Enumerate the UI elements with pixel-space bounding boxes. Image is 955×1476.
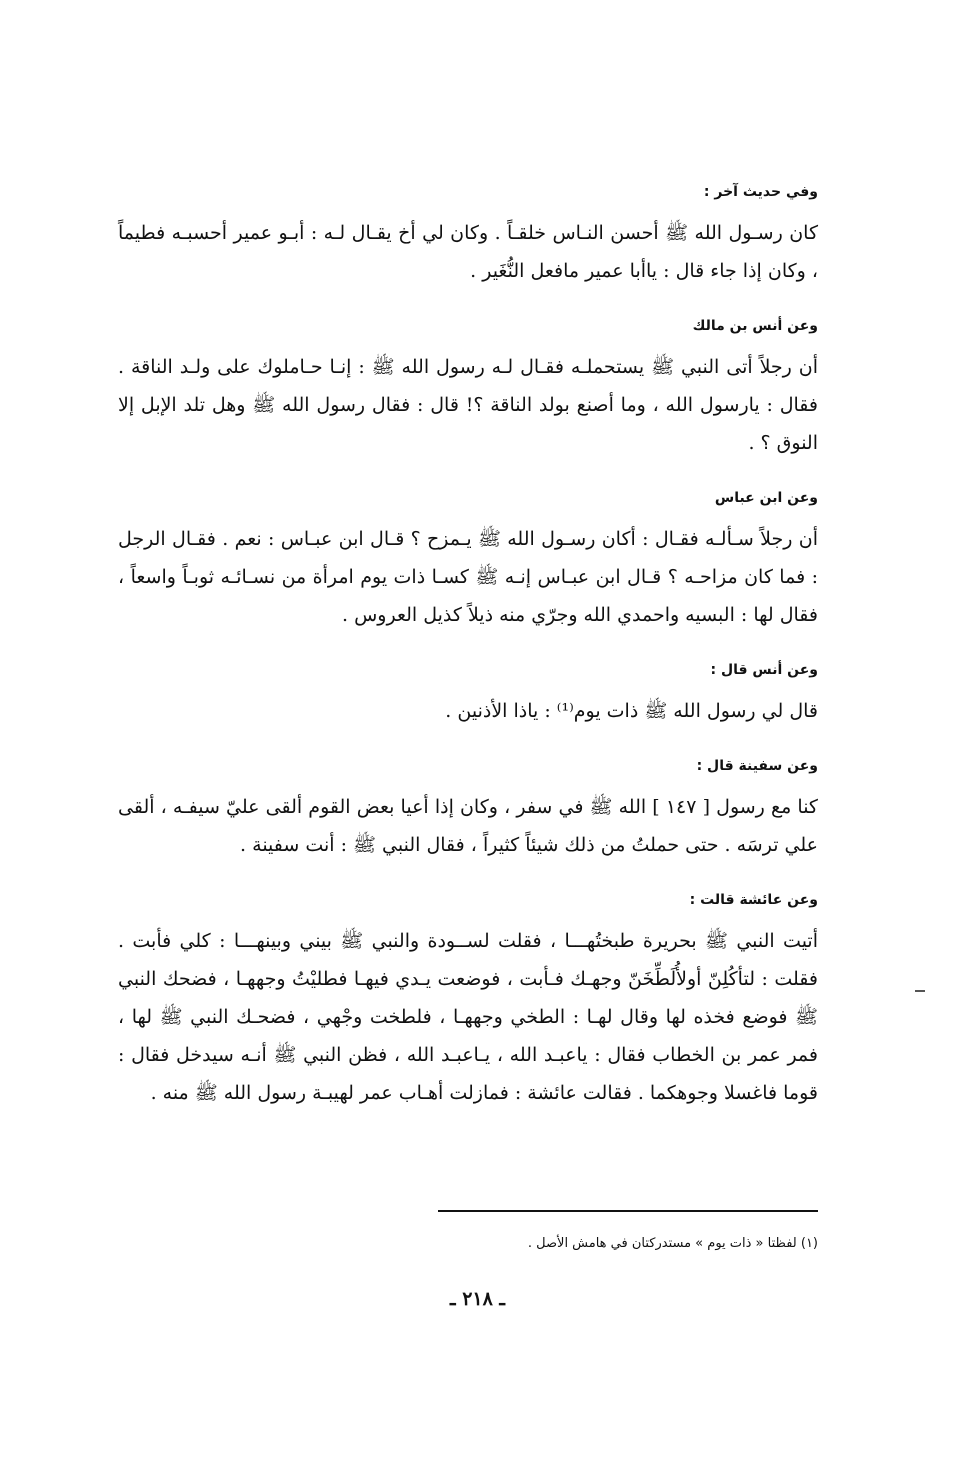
section-text: قال لي رسول الله ﷺ ذات يوم⁽¹⁾ : ياذا الأذنين . bbox=[445, 700, 818, 722]
page-body bbox=[118, 180, 818, 1136]
section-heading: وعن أنس قال : bbox=[710, 662, 818, 678]
section-hadith-other bbox=[118, 180, 818, 290]
margin-mark bbox=[915, 990, 925, 992]
section-heading: وعن أنس بن مالك bbox=[692, 318, 818, 334]
section-text: أن رجلاً سـألـه فقـال : أكان رسـول الله ﷺ يـمزح ؟ قـال ابن عبـاس : نعم . فقـال الرجل : فما كان مزاحـه ؟ قـال ابن عبـاس إنـه ﷺ كسـا ذات يوم امرأة من نسـائـه ثوبـاً واسعاً ، فقال لها : البسيه واحمدي الله وجرّي منه ذيلاً كذيل العروس . bbox=[118, 528, 818, 626]
section-text: أتيت النبي ﷺ بحريرة طبختُهـــا ، فقلت لســودة والنبي ﷺ بيني وبينهـــا : كلي فأبت . فقلت : لتأكُلِنّ أولأُلَطِّخَنّ وجهـك فـأبت ، فوضعت يـدي فيهـا فطليْتُ وجههـا ، فضحك النبي ﷺ فوضع فخذه لها وقال لهـا : الطخي وجههـا ، فلطخت وجْهي ، فضحـك النبي ﷺ لها ، فمر عمر بن الخطاب فقال : ياعبـد الله ، يـاعبـد الله ، فظن النبي ﷺ أنـه سيدخل فقال : قوما فاغسلا وجوهكما . فقالت عائشة : فمازلت أهـاب عمر لهيبـة رسول الله ﷺ منه . bbox=[118, 930, 818, 1104]
section-safina bbox=[118, 754, 818, 864]
page-number: ـ ٢١٨ ـ bbox=[450, 1288, 505, 1310]
section-anas-bin-malik bbox=[118, 314, 818, 462]
section-text: أن رجلاً أتى النبي ﷺ يستحملـه فقـال لـه رسول الله ﷺ : إنـا حـاملوك على ولـد الناقة . فقال : يارسول الله ، وما أصنع بولد الناقة ؟! قال : فقال رسول الله ﷺ وهل تلد الإبل إلا النوق ؟ . bbox=[118, 356, 818, 454]
section-heading: وعن عائشة قالت : bbox=[689, 892, 818, 908]
section-aisha bbox=[118, 888, 818, 1112]
section-text: كان رسـول الله ﷺ أحسن النـاس خلقـاً . وكان لي أخ يقـال لـه : أبـو عمير أحسبـه فطيماً ، وكان إذا جاء قال : ياأبا عمير مافعل النُّغَير . bbox=[118, 222, 818, 282]
section-heading: وعن ابن عباس bbox=[714, 490, 818, 506]
section-heading: وعن سفينة قال : bbox=[696, 758, 818, 774]
section-ibn-abbas bbox=[118, 486, 818, 634]
footnote: (١) لفظتا « ذات يوم » مستدركتان في هامش الأصل . bbox=[527, 1236, 818, 1251]
section-anas-said bbox=[118, 658, 818, 730]
section-text: كنا مع رسول [ ١٤٧ ] الله ﷺ في سفر ، وكان إذا أعيا بعض القوم ألقى عليّ سيفـه ، ألقى علي ترسَه . حتى حملتُ من ذلك شيئاً كثيراً ، فقال النبي ﷺ : أنت سفينة . bbox=[118, 796, 818, 856]
footnote-divider bbox=[438, 1210, 818, 1212]
section-heading: وفي حديث آخر : bbox=[703, 184, 818, 200]
